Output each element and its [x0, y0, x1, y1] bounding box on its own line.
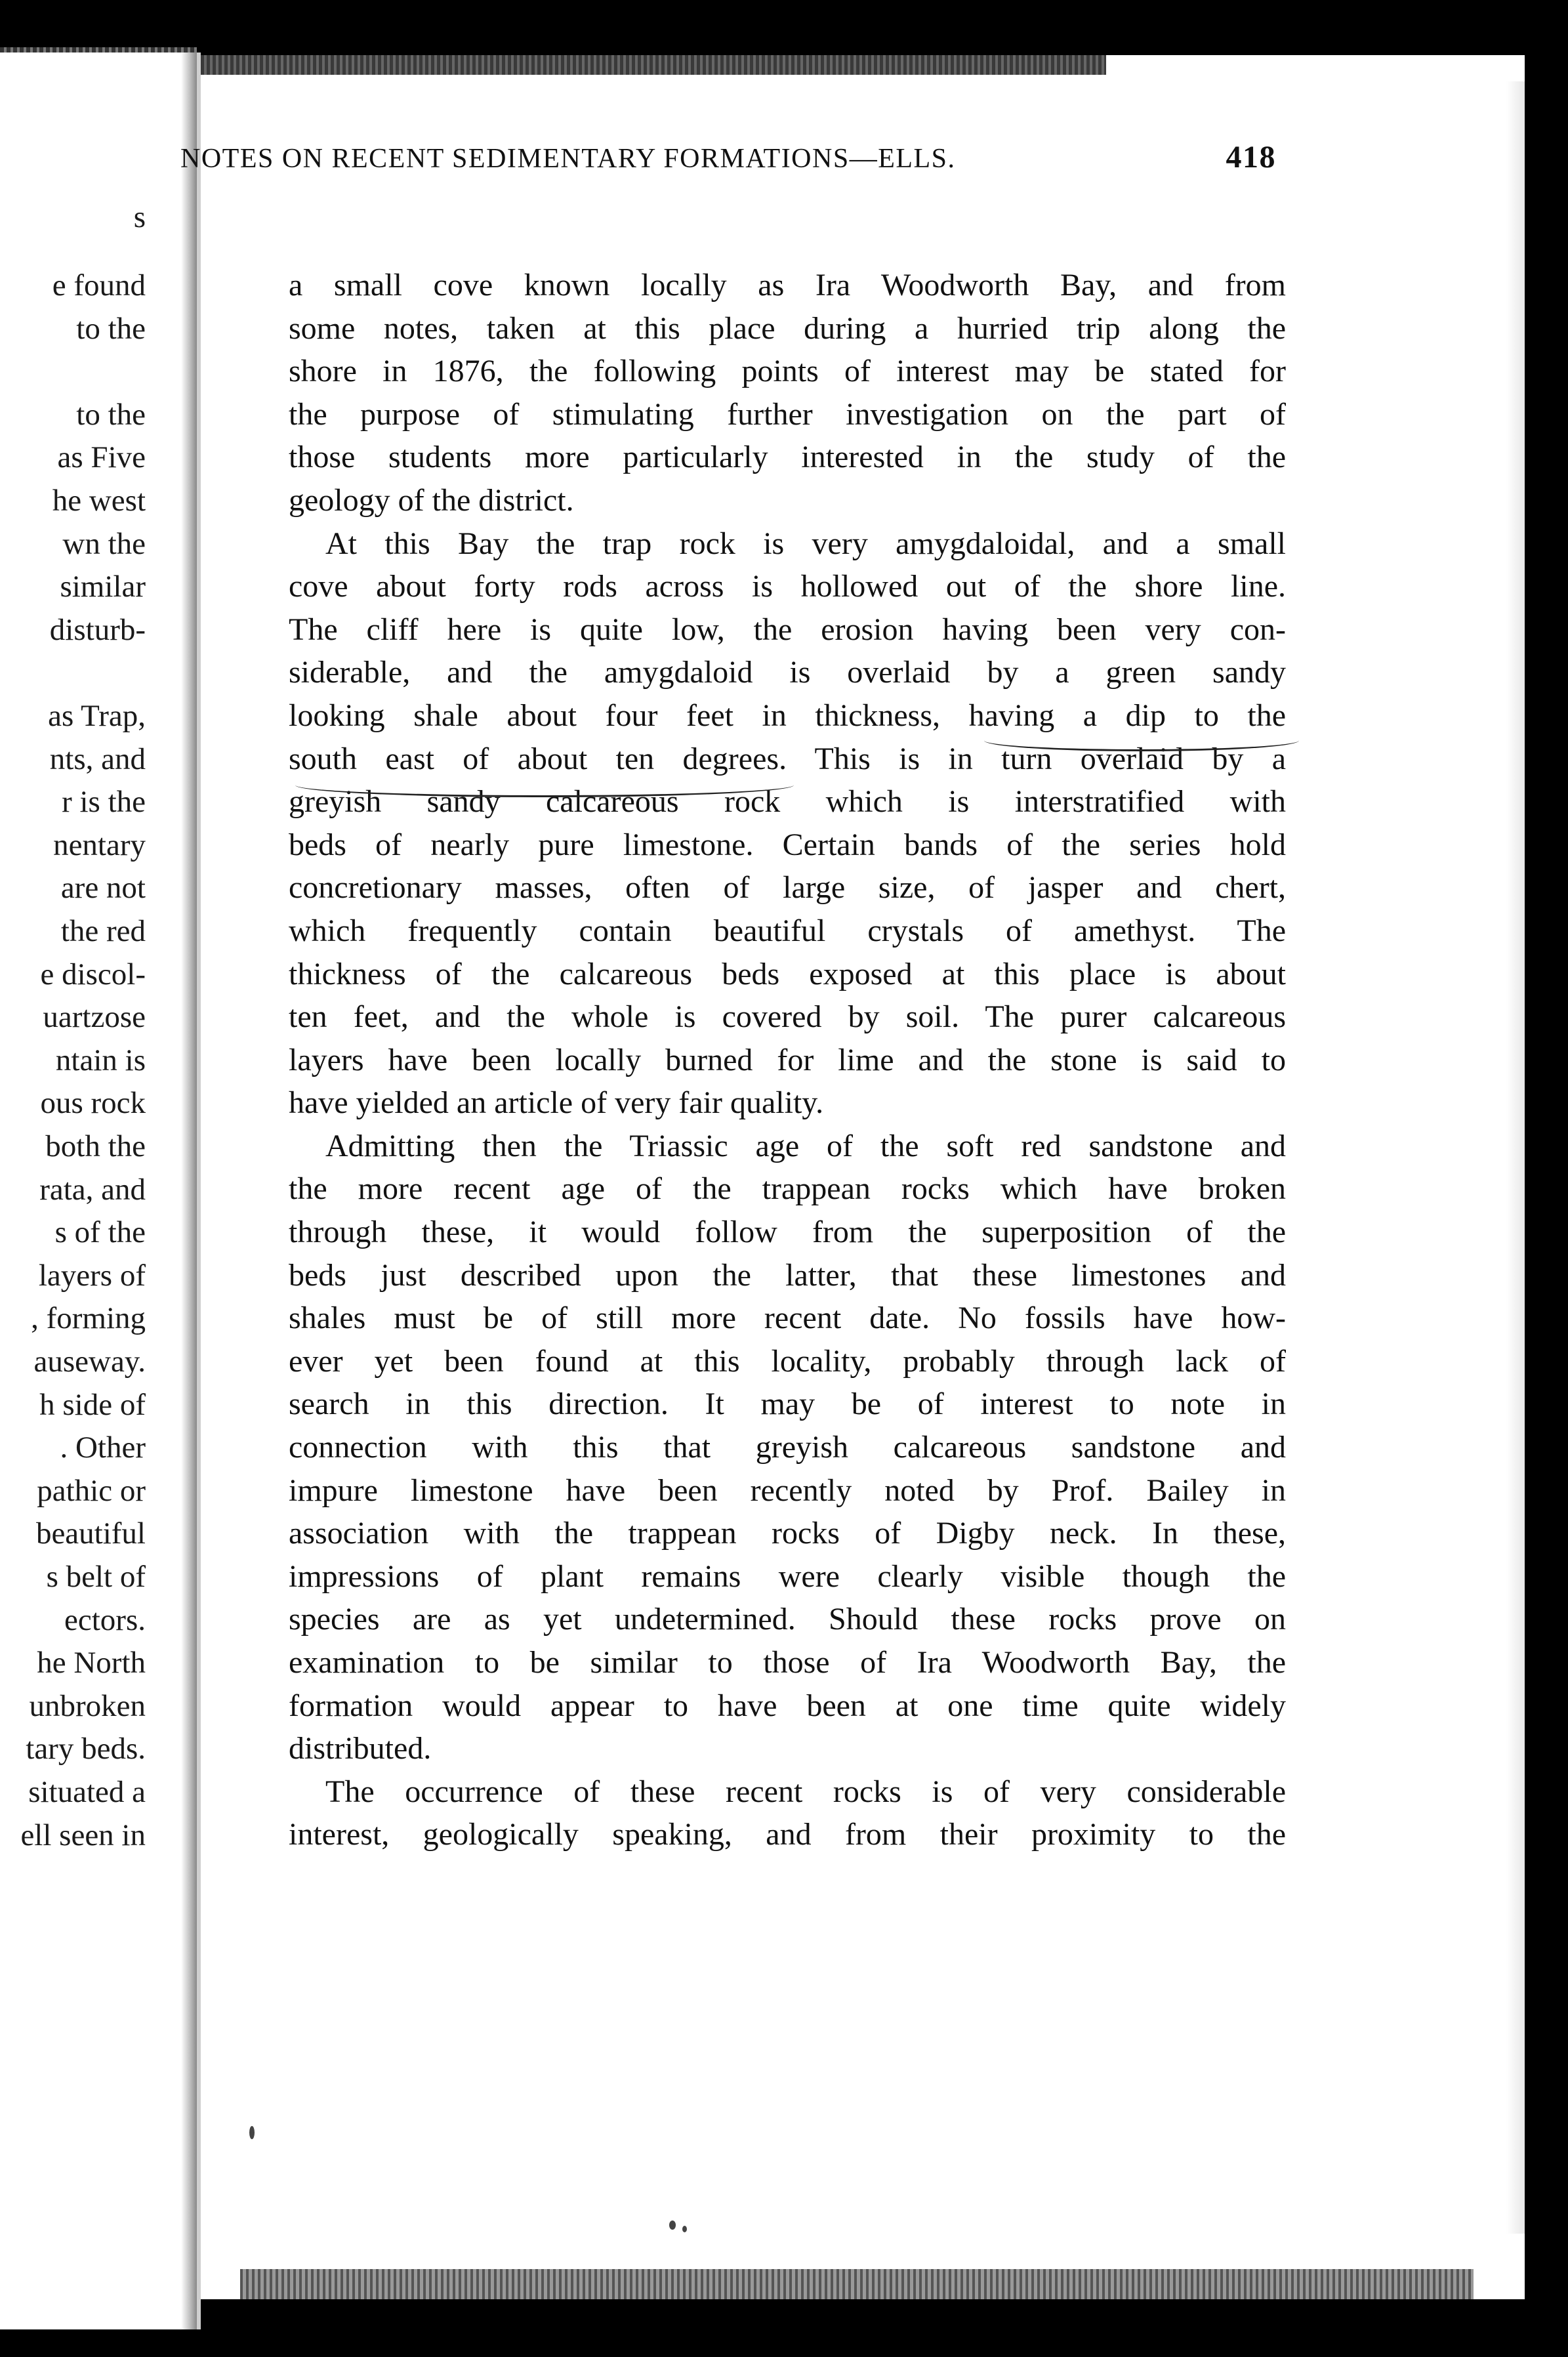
text-line: The cliff here is quite low, the erosion having been very con- — [289, 612, 1286, 647]
left-page-line: disturb- — [49, 612, 146, 647]
running-head — [180, 139, 1276, 175]
text-line: looking shale about four feet in thickness, having a dip to the — [289, 698, 1286, 733]
scan-speck — [669, 2221, 676, 2230]
left-page-line: s — [133, 200, 146, 234]
text-line: impure limestone have been recently noted by Prof. Bailey in — [289, 1472, 1286, 1508]
left-page-line: both the — [45, 1129, 146, 1163]
text-line: shore in 1876, the following points of interest may be stated for — [289, 354, 1286, 389]
text-line: ten feet, and the whole is covered by soil. The purer calcareous — [289, 999, 1286, 1035]
left-page-line: h side of — [39, 1387, 146, 1422]
text-line: impressions of plant remains were clearly visible though the — [289, 1558, 1286, 1594]
left-page-line: wn the — [62, 526, 146, 561]
left-page-line: he west — [52, 484, 146, 518]
left-page-line: nts, and — [49, 741, 146, 776]
text-line: search in this direction. It may be of interest to note in — [289, 1387, 1286, 1422]
paragraph — [289, 522, 1286, 1125]
paragraph — [289, 1125, 1286, 1770]
text-line: distributed. — [289, 1731, 432, 1766]
text-line: layers have been locally burned for lime and the stone is said to — [289, 1042, 1286, 1077]
left-page-line: beautiful — [35, 1516, 146, 1551]
left-page-line: to the — [76, 397, 146, 432]
left-page-line: nentary — [53, 827, 146, 862]
left-page-line: uartzose — [43, 1000, 146, 1035]
text-line: south east of about ten degrees. This is in turn overlaid by a — [289, 741, 1286, 776]
body-text — [289, 264, 1286, 1856]
running-head-title: NOTES ON RECENT SEDIMENTARY FORMATIONS—ELLS. — [180, 144, 956, 174]
left-page-line: layers of — [38, 1258, 146, 1293]
left-page-line: r is the — [62, 785, 146, 820]
paragraph — [289, 264, 1286, 522]
text-line: siderable, and the amygdaloid is overlaid by a green sandy — [289, 655, 1286, 690]
left-page-line: are not — [60, 871, 146, 906]
left-page-line: pathic or — [37, 1473, 146, 1508]
left-page-line: s of the — [54, 1215, 146, 1250]
text-line: connection with this that greyish calcareous sandstone and — [289, 1430, 1286, 1465]
text-line: geology of the district. — [289, 482, 574, 518]
page-number: 418 — [1226, 140, 1276, 175]
left-page-line: ectors. — [64, 1602, 146, 1637]
left-page-line: he North — [37, 1646, 146, 1680]
left-page-line: , forming — [31, 1301, 146, 1336]
left-page-line: ell seen in — [20, 1818, 146, 1852]
left-page-line: auseway. — [33, 1345, 146, 1379]
left-page-line: to the — [76, 311, 146, 346]
left-page-line: similar — [60, 570, 146, 604]
left-page-line: e discol- — [40, 957, 146, 991]
text-line: a small cove known locally as Ira Woodworth Bay, and from — [289, 268, 1286, 302]
text-line: shales must be of still more recent date. No fossils have how- — [289, 1301, 1286, 1336]
left-page-line: as Trap, — [48, 699, 146, 733]
page-bottom-edge — [240, 2269, 1474, 2299]
left-page-line: e found — [52, 268, 146, 302]
left-page-line: as Five — [57, 440, 146, 475]
text-line: species are as yet undetermined. Should these rocks prove on — [289, 1602, 1286, 1637]
text-line: concretionary masses, often of large size, of jasper and chert, — [289, 870, 1286, 906]
left-page-line: rata, and — [39, 1172, 146, 1207]
left-page-line: ous rock — [40, 1086, 146, 1121]
text-line: formation would appear to have been at one time quite widely — [289, 1688, 1286, 1723]
text-line: association with the trappean rocks of Digby neck. In these, — [289, 1516, 1286, 1551]
text-line: some notes, taken at this place during a hurried trip along the — [289, 310, 1286, 346]
scan-speck — [682, 2226, 687, 2232]
text-line: Admitting then the Triassic age of the soft red sandstone and — [325, 1128, 1286, 1163]
left-page-fragment — [0, 52, 201, 2329]
text-line: the more recent age of the trappean rocks which have broken — [289, 1171, 1286, 1207]
left-page-line: unbroken — [29, 1688, 146, 1723]
left-page-line: situated a — [28, 1775, 146, 1809]
scan-speck — [249, 2126, 255, 2139]
text-line: beds just described upon the latter, that these limestones and — [289, 1257, 1286, 1293]
left-page-line: . Other — [60, 1430, 146, 1465]
text-line: have yielded an article of very fair quality. — [289, 1085, 824, 1121]
page-top-edge — [201, 55, 1106, 75]
text-line: greyish sandy calcareous rock which is interstratified with — [289, 784, 1286, 820]
left-page-line: s belt of — [46, 1560, 146, 1594]
book-gutter — [181, 52, 197, 2329]
text-line: the purpose of stimulating further investigation on the part of — [289, 396, 1286, 432]
text-line: those students more particularly interested in the study of the — [289, 440, 1286, 475]
left-page-line: ntain is — [55, 1043, 146, 1077]
text-line: beds of nearly pure limestone. Certain bands of the series hold — [289, 827, 1286, 862]
text-line: through these, it would follow from the superposition of the — [289, 1215, 1286, 1250]
text-line: thickness of the calcareous beds exposed at this place is about — [289, 956, 1286, 991]
left-page-line: the red — [60, 914, 146, 948]
text-line: examination to be similar to those of Ira Woodworth Bay, the — [289, 1645, 1286, 1680]
text-line: The occurrence of these recent rocks is of very considerable — [325, 1774, 1286, 1809]
text-line: cove about forty rods across is hollowed out of the shore line. — [289, 569, 1286, 604]
page-right-edge — [1506, 81, 1525, 2234]
pencil-underline — [295, 773, 794, 797]
text-line: which frequently contain beautiful crystals of amethyst. The — [289, 913, 1286, 948]
paragraph — [289, 1770, 1286, 1856]
text-line: At this Bay the trap rock is very amygdaloidal, and a small — [325, 526, 1286, 561]
pencil-underline — [984, 730, 1299, 751]
text-line: interest, geologically speaking, and from their proximity to the — [289, 1817, 1286, 1852]
left-page-line: tary beds. — [26, 1732, 146, 1766]
text-line: ever yet been found at this locality, probably through lack of — [289, 1343, 1286, 1379]
